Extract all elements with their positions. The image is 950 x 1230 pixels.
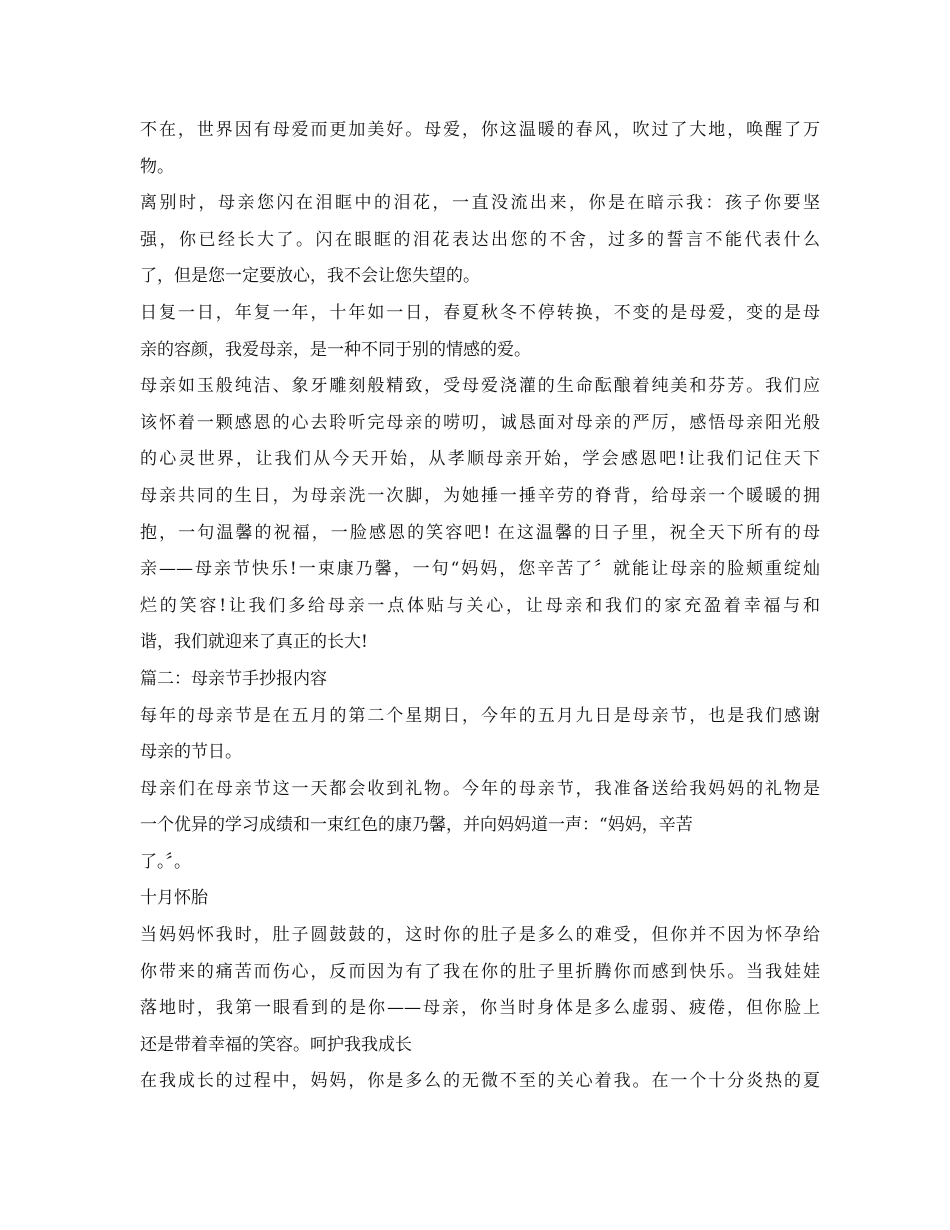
document-page	[140, 112, 820, 1100]
text-line: 当妈妈怀我时，肚子圆鼓鼓的，这时你的肚子是多么的难受，但你并不因为怀孕给	[140, 925, 820, 946]
text-line: 亲的容颜，我爱母亲，是一种不同于别的情感的爱。	[140, 339, 531, 360]
text-line: 强，你已经长大了。闪在眼眶的泪花表达出您的不舍，过多的誓言不能代表什么	[140, 229, 820, 250]
text-line: 的心灵世界，让我们从今天开始，从孝顺母亲开始，学会感恩吧!让我们记住天下	[140, 449, 820, 470]
text-line: 物。	[140, 156, 174, 177]
text-line: 烂的笑容!让我们多给母亲一点体贴与关心，让母亲和我们的家充盈着幸福与和	[140, 595, 820, 616]
text-line: 了。〞。	[140, 851, 191, 872]
text-line: 一个优异的学习成绩和一束红色的康乃馨，并向妈妈道一声：“妈妈，辛苦	[140, 815, 693, 836]
text-line: 离别时，母亲您闪在泪眶中的泪花，一直没流出来，你是在暗示我：孩子你要坚	[140, 193, 820, 214]
text-line: 抱，一句温馨的祝福，一脸感恩的笑容吧! 在这温馨的日子里，祝全天下所有的母	[140, 522, 820, 543]
text-line: 母亲们在母亲节这一天都会收到礼物。今年的母亲节，我准备送给我妈妈的礼物是	[140, 778, 820, 799]
text-line: 母亲的节日。	[140, 742, 242, 763]
text-line: 母亲如玉般纯洁、象牙雕刻般精致，受母爱浇灌的生命酝酿着纯美和芬芳。我们应	[140, 376, 820, 397]
text-line: 篇二：母亲节手抄报内容	[140, 668, 327, 689]
text-line: 还是带着幸福的笑容。呵护我我成长	[140, 1034, 412, 1055]
text-line: 你带来的痛苦而伤心，反而因为有了我在你的肚子里折腾你而感到快乐。当我娃娃	[140, 961, 820, 982]
text-line: 谐，我们就迎来了真正的长大!	[140, 632, 368, 653]
text-line: 亲——母亲节快乐!一束康乃馨，一句“妈妈，您辛苦了〞就能让母亲的脸颊重绽灿	[140, 559, 820, 580]
text-line: 落地时，我第一眼看到的是你——母亲，你当时身体是多么虚弱、疲倦，但你脸上	[140, 998, 820, 1019]
text-line: 母亲共同的生日，为母亲洗一次脚，为她捶一捶辛劳的脊背，给母亲一个暖暖的拥	[140, 485, 820, 506]
text-line: 在我成长的过程中，妈妈，你是多么的无微不至的关心着我。在一个十分炎热的夏	[140, 1071, 820, 1092]
text-line: 了，但是您一定要放心，我不会让您失望的。	[140, 266, 480, 287]
text-line: 十月怀胎	[140, 888, 208, 909]
text-line: 每年的母亲节是在五月的第二个星期日，今年的五月九日是母亲节，也是我们感谢	[140, 705, 820, 726]
text-line: 日复一日，年复一年，十年如一日，春夏秋冬不停转换，不变的是母爱，变的是母	[140, 302, 820, 323]
text-line: 不在，世界因有母爱而更加美好。母爱，你这温暖的春风，吹过了大地，唤醒了万	[140, 120, 820, 140]
text-line: 该怀着一颗感恩的心去聆听完母亲的唠叨，诚恳面对母亲的严厉，感悟母亲阳光般	[140, 412, 820, 433]
